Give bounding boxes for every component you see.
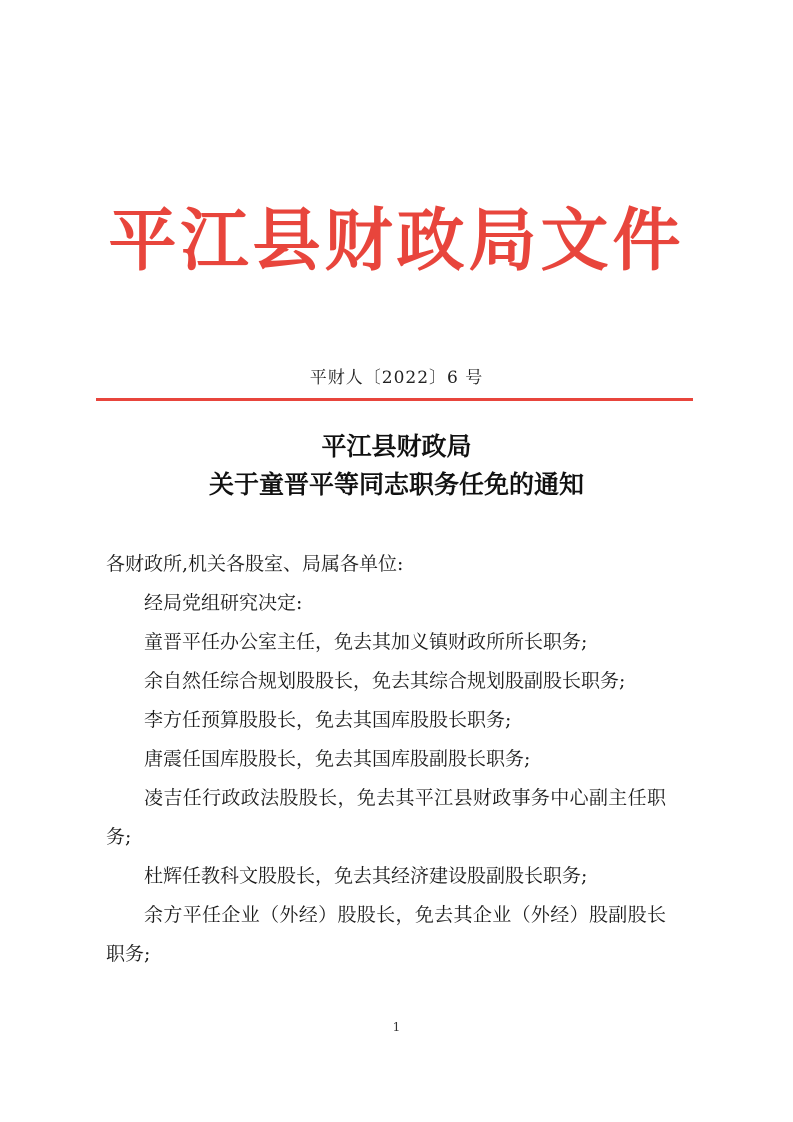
body-paragraph: 经局党组研究决定: xyxy=(144,592,303,614)
document-number: 平财人〔2022〕6 号 xyxy=(309,368,484,388)
body-paragraph: 唐震任国库股股长，免去其国库股副股长职务; xyxy=(144,748,531,770)
body-paragraph: 李方任预算股股长，免去其国库股股长职务; xyxy=(144,709,512,731)
body-paragraph: 杜辉任教科文股股长，免去其经济建设股副股长职务; xyxy=(144,865,588,887)
red-separator-rule xyxy=(96,398,693,401)
salutation: 各财政所,机关各股室、局属各单位: xyxy=(106,553,404,575)
body-paragraph: 余方平任企业（外经）股股长，免去其企业（外经）股副股长职务; xyxy=(106,904,666,965)
body-paragraph: 余自然任综合规划股股长，免去其综合规划股副股长职务; xyxy=(144,670,626,692)
document-title-line-2: 关于童晋平等同志职务任免的通知 xyxy=(208,470,584,499)
body-paragraph: 凌吉任行政政法股股长，免去其平江县财政事务中心副主任职务; xyxy=(106,787,666,848)
page-number: 1 xyxy=(392,1020,401,1034)
document-masthead: 平江县财政局文件 xyxy=(108,201,685,281)
body-paragraph: 童晋平任办公室主任，免去其加义镇财政所所长职务; xyxy=(144,631,588,653)
document-title-line-1: 平江县财政局 xyxy=(321,432,472,461)
document-body xyxy=(106,545,666,974)
